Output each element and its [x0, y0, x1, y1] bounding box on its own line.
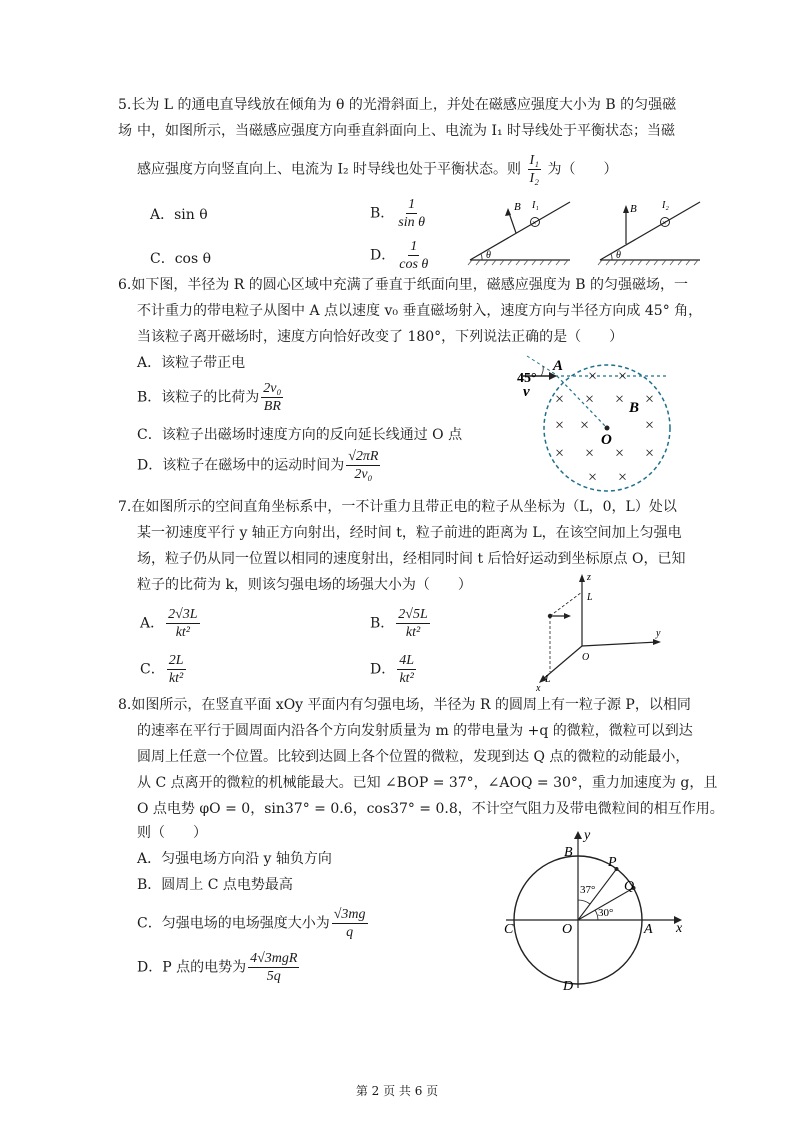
l-label-x: L — [545, 674, 551, 685]
dashed-diagonal — [550, 592, 582, 616]
svg-text:×: × — [615, 391, 625, 408]
incline-right — [600, 202, 700, 260]
q7-line4: 粒子的比荷为 k，则该匀强电场的场强大小为（ ） — [137, 577, 472, 593]
svg-text:×: × — [618, 368, 628, 385]
q8-line3: 圆周上任意一个位置。比较到达圆上各个位置的微粒，发现到达 Q 点的微粒的动能最小， — [137, 749, 690, 765]
svg-text:×: × — [615, 445, 625, 462]
svg-text:×: × — [580, 417, 590, 434]
q6-option-b: B．该粒子的比荷为 $\frac{\text{2v₀}}{BR}$ — [137, 381, 282, 414]
b-label-left: B — [514, 201, 521, 213]
z-label: z — [587, 572, 591, 583]
svg-text:×: × — [588, 368, 598, 385]
q6-option-a: A．该粒子带正电 — [137, 355, 246, 371]
q7-option-c: C． $\frac{2L}{\text{kt²}}$ — [140, 653, 184, 686]
q5-ratio: $\frac{\text{I₁}}{\text{I₂}}$ — [529, 153, 540, 186]
d-label: D — [563, 979, 574, 994]
q5-line3: 感应强度方向竖直向上、电流为 I₂ 时导线也处于平衡状态。则 $\frac{\text{I₁}}{\text{I₂}}$ 为（ ） — [137, 153, 618, 186]
theta-label-right: θ — [616, 250, 621, 261]
q7-line2: 某一初速度平行 y 轴正方向射出，经时间 t，粒子前进的距离为 L，在该空间加上匀强电 — [137, 525, 682, 541]
q8-figure — [500, 826, 700, 994]
q8-line6: 则（ ） — [137, 825, 207, 841]
l-label-z: L — [587, 592, 593, 603]
center-point — [605, 426, 610, 431]
svg-text:×: × — [645, 391, 655, 408]
q6-line3: 当该粒子离开磁场时，速度方向恰好改变了 180°，下列说法正确的是（ ） — [137, 329, 624, 345]
svg-text:×: × — [555, 391, 565, 408]
svg-text:×: × — [662, 218, 667, 228]
x-label: x — [536, 683, 541, 694]
q-label: Q — [624, 879, 635, 894]
q5-option-a: A．sin θ — [150, 207, 208, 223]
i1-label: I₁ — [532, 200, 539, 211]
q6-line1: 6.如下图，半径为 R 的圆心区域中充满了垂直于纸面向里，磁感应强度为 B 的匀强磁场，一 — [118, 277, 688, 293]
svg-text:×: × — [585, 445, 595, 462]
y-label: y — [584, 828, 591, 843]
field-crosses — [555, 368, 654, 486]
svg-text:×: × — [555, 445, 565, 462]
q5-line2: 中，如图所示，当磁感应强度方向垂直斜面向上、电流为 I₁ 时导线处于平衡状态；当磁 — [137, 123, 676, 139]
y-label: y — [656, 628, 661, 639]
y-axis — [582, 642, 658, 646]
q8-option-a: A．匀强电场方向沿 y 轴负方向 — [137, 851, 332, 867]
q8-option-b: B．圆周上 C 点电势最高 — [137, 877, 293, 893]
q5-option-c: C．cos θ — [150, 251, 212, 267]
i2-label: I₂ — [662, 200, 669, 211]
b-label: B — [629, 400, 640, 416]
q8-line5: O 点电势 φO = 0，sin37° = 0.6，cos37° = 0.8，不计空气阻力及带电微粒间的相互作用。 — [137, 801, 724, 817]
o-label: O — [601, 432, 612, 448]
q7-option-a: A． $\frac{2√3L}{\text{kt²}}$ — [140, 607, 198, 640]
svg-text:×: × — [645, 417, 655, 434]
p-label: P — [608, 855, 617, 870]
o-label: O — [582, 652, 590, 663]
svg-text:×: × — [585, 391, 595, 408]
o-label: O — [562, 922, 573, 937]
a-label: A — [553, 358, 564, 374]
q6-figure — [505, 352, 685, 500]
angle-37-label: 37° — [580, 884, 596, 896]
q5-figure — [460, 188, 710, 268]
q6-option-d: D．该粒子在磁场中的运动时间为 $\frac{√2\pi R}{\text{2v₀}}$ — [137, 449, 379, 482]
q7-line1: 7.在如图所示的空间直角坐标系中，一不计重力且带正电的粒子从坐标为（L，0，L）处以 — [118, 499, 677, 515]
c-label: C — [504, 922, 514, 937]
svg-text:×: × — [588, 469, 598, 486]
ground-hatch — [468, 260, 568, 265]
q8-option-c: C．匀强电场的电场强度大小为 $\frac{√3mg}{q}$ — [137, 907, 366, 940]
q8-option-d: D．P 点的电势为 $\frac{\text{4√3mgR}}{5q}$ — [137, 951, 298, 984]
q7-option-d: D． $\frac{4L}{\text{kt²}}$ — [370, 653, 415, 686]
current-cross: × — [532, 218, 537, 228]
q5-option-d: D． $\frac{1}{\text{cos θ}}$ — [370, 239, 429, 272]
q8-line4: 从 C 点离开的微粒的机械能最大。已知 ∠BOP = 37°，∠AOQ = 30°，重力加速度为 g，且 — [137, 775, 718, 791]
page-footer: 第 2 页 共 6 页 — [355, 1084, 439, 1098]
svg-text:×: × — [645, 445, 655, 462]
b-label: B — [564, 845, 573, 860]
q8-line2: 的速率在平行于圆周面内沿各个方向发射质量为 m 的带电量为 +q 的微粒，微粒可以到达 — [137, 723, 693, 739]
x-label: x — [676, 921, 683, 936]
v-label: v — [523, 384, 530, 400]
q7-line3: 场，粒子仍从同一位置以相同的速度射出，经相同时间 t 后恰好运动到坐标原点 O，已知 — [137, 551, 686, 567]
theta-label-left: θ — [486, 250, 491, 261]
q7-figure — [530, 570, 670, 695]
q8-line1: 8.如图所示，在竖直平面 xOy 平面内有匀强电场，半径为 R 的圆周上有一粒子源 P，以相同 — [118, 697, 691, 713]
svg-text:×: × — [618, 469, 628, 486]
q7-option-b: B． $\frac{2√5L}{\text{kt²}}$ — [370, 607, 428, 640]
b-label-right: B — [630, 203, 637, 215]
q5-option-b: B． $\frac{1}{\text{sin θ}}$ — [370, 197, 426, 230]
q6-option-c: C．该粒子出磁场时速度方向的反向延长线通过 O 点 — [137, 427, 463, 443]
angle-label: 45° — [517, 371, 537, 386]
q5-line1: 5.长为 L 的通电直导线放在倾角为 θ 的光滑斜面上，并处在磁感应强度大小为 B 的匀强磁场 — [118, 97, 677, 139]
a-label: A — [644, 922, 653, 937]
q6-line2: 不计重力的带电粒子从图中 A 点以速度 v₀ 垂直磁场射入，速度方向与半径方向成 45° 角， — [137, 303, 703, 319]
angle-30-label: 30° — [598, 907, 614, 919]
svg-text:×: × — [555, 417, 565, 434]
